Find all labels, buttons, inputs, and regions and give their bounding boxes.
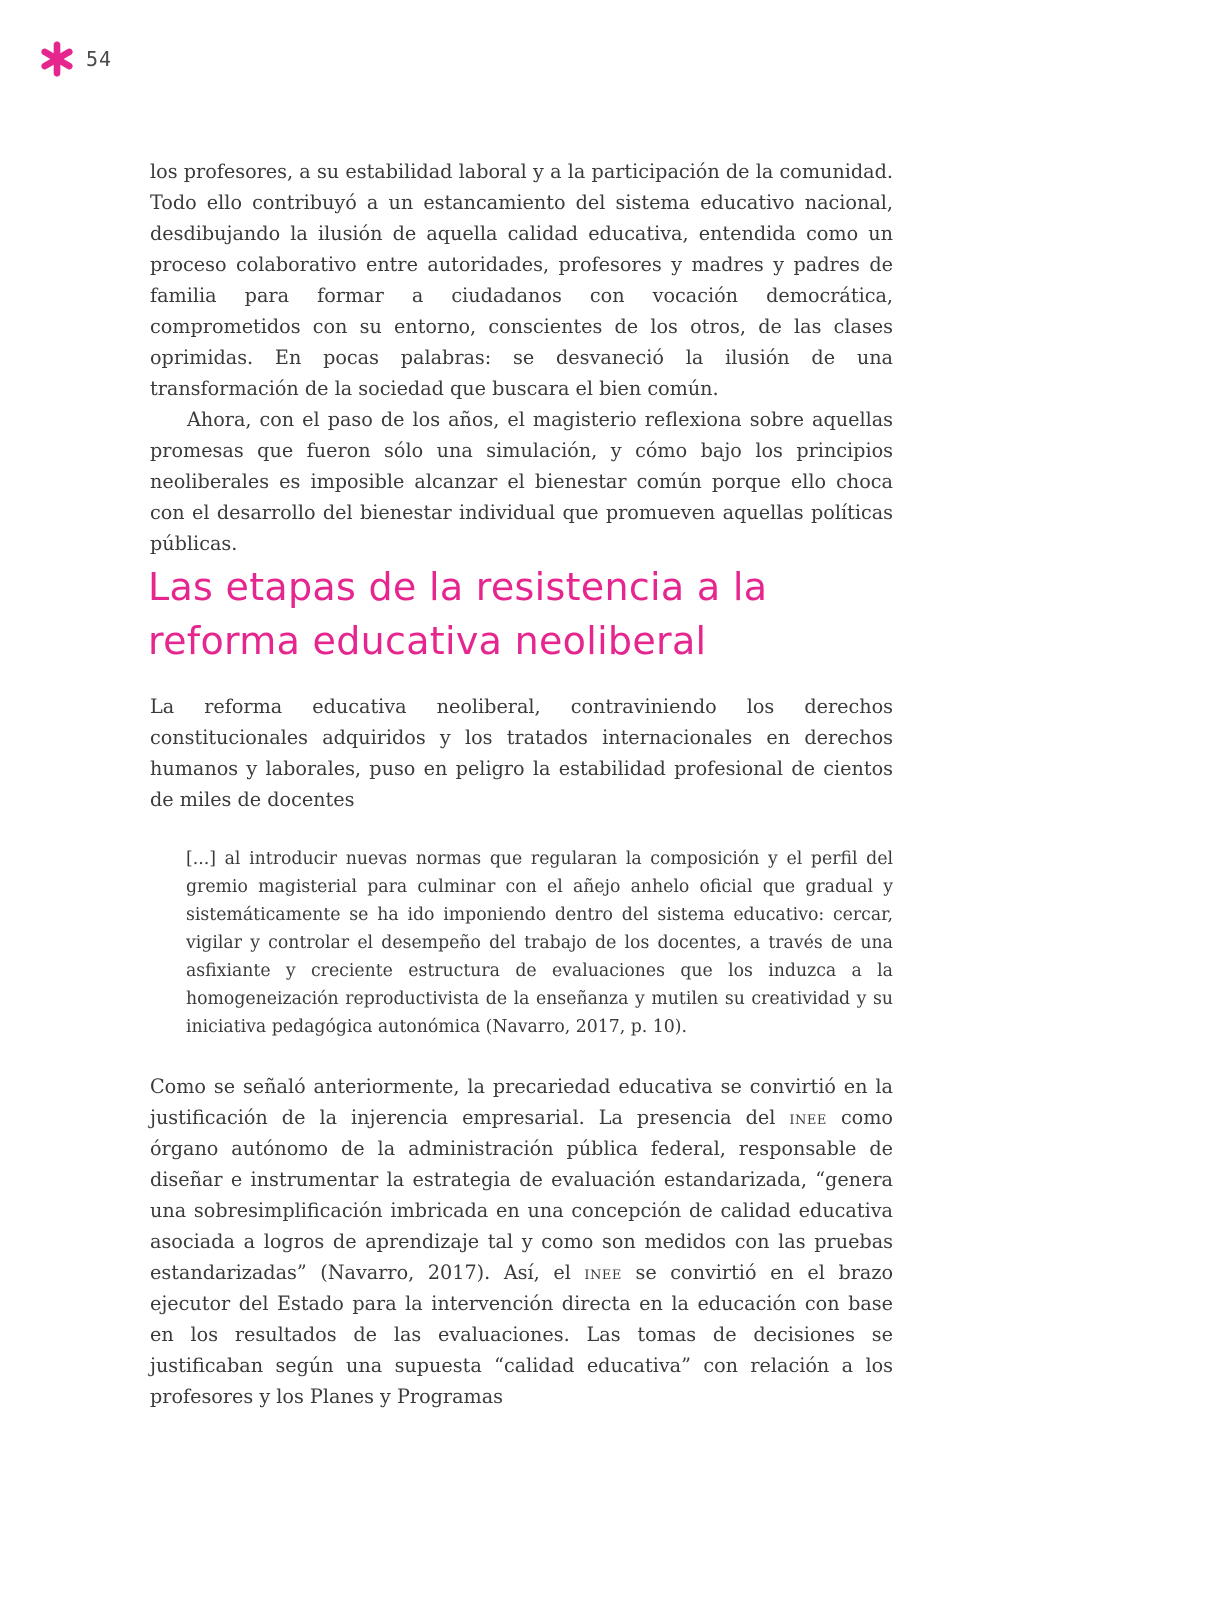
paragraph-bottom — [150, 1071, 893, 1412]
block-quote: [...] al introducir nuevas normas que regularan la composición y el perfil del gremio magisterial para culminar con el añejo anhelo oficial que gradual y sistemáticamente se ha ido imponiendo dentro del sistema educativo: cercar, vigilar y controlar el desempeño del trabajo de los docentes, a través de una asfixiante y creciente estructura de evaluaciones que los induzca a la homogeneización reproductivista de la enseñanza y mutilen su creatividad y su iniciativa pedagógica autonómica (Navarro, 2017, p. 10). — [186, 849, 893, 1037]
section-title — [148, 560, 908, 668]
paragraph-bottom-part-3: se convirtió en el brazo ejecutor del Estado para la intervención directa en la educación con base en los resultados de las evaluaciones. Las tomas de decisiones se justificaban según una supuesta “calidad educativa” con relación a los profesores y los Planes y Programas — [150, 1261, 893, 1408]
acronym-inee-2: inee — [584, 1261, 622, 1284]
paragraph-continuation: los profesores, a su estabilidad laboral y a la participación de la comunidad. Todo ello contribuyó a un estancamiento del sistema educativo nacional, desdibujando la ilusión de aquella calidad educativa, entendida como un proceso colaborativo entre autoridades, profesores y madres y padres de familia para formar a ciudadanos con vocación democrática, comprometidos con su entorno, conscientes de los otros, de las clases oprimidas. En pocas palabras: se desvaneció la ilusión de una transformación de la sociedad que buscara el bien común. — [150, 160, 893, 400]
intro-text-block — [150, 691, 893, 815]
paragraph-bottom-part-1: Como se señaló anteriormente, la precariedad educativa se convirtió en la justificación de la injerencia empresarial. La presencia del — [150, 1075, 893, 1129]
paragraph-bottom-part-2: como órgano autónomo de la administración pública federal, responsable de diseñar e instrumentar la estrategia de evaluación estandarizada, “genera una sobresimplificación imbricada en una concepción de calidad educativa asociada a logros de aprendizaje tal y como son medidos con las pruebas estandarizadas” (Navarro, 2017). Así, el — [150, 1106, 893, 1284]
paragraph-intro: La reforma educativa neoliberal, contraviniendo los derechos constitucionales adquiridos y los tratados internacionales en derechos humanos y laborales, puso en peligro la estabilidad profesional de cientos de miles de docentes — [150, 695, 893, 811]
top-text-block — [150, 156, 893, 559]
bottom-text-block — [150, 1071, 893, 1412]
page-number: 54 — [86, 47, 113, 71]
acronym-inee-1: inee — [789, 1106, 827, 1129]
asterisk-icon — [38, 40, 76, 78]
paragraph-reflection: Ahora, con el paso de los años, el magisterio reflexiona sobre aquellas promesas que fueron sólo una simulación, y cómo bajo los principios neoliberales es imposible alcanzar el bienestar común porque ello choca con el desarrollo del bienestar individual que promueven aquellas políticas públicas. — [150, 408, 893, 555]
section-title-line-2: reforma educativa neoliberal — [148, 619, 707, 663]
section-title-line-1: Las etapas de la resistencia a la — [148, 565, 768, 609]
page-header — [38, 40, 112, 78]
